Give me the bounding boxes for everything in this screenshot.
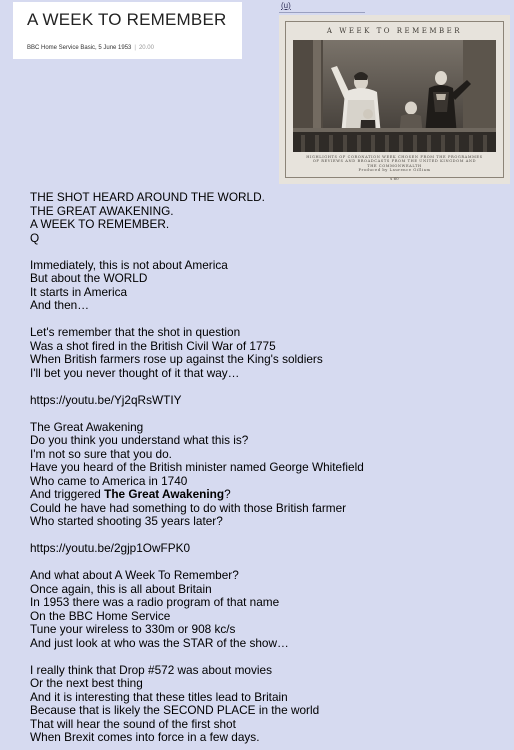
post-text: Or the next best thing [30,676,143,690]
post-bold-text: The Great Awakening [104,487,225,501]
post-line [30,299,500,313]
listing-broadcast-info: BBC Home Service Basic, 5 June 1953 [27,45,132,51]
page-number: s 60 [390,176,399,181]
post-line [30,718,500,732]
post-message [30,191,500,745]
post-text: And triggered [30,487,105,501]
file-info-link[interactable]: (u) [281,1,291,10]
post-text: Because that is likely the SECOND PLACE in the world [30,703,320,717]
post-line [30,623,500,637]
post-text: Who started shooting 35 years later? [30,514,223,528]
listing-separator: | [134,45,136,51]
post-line [30,664,500,678]
post-text: Immediately, this is not about America [30,257,228,272]
post-line[interactable] [30,394,500,408]
post-text: It starts in America [30,284,128,299]
listing-subtitle [27,45,154,51]
post-line [30,704,500,718]
post-line [30,286,500,300]
post-line [30,677,500,691]
post-line [30,205,500,219]
blank-line [30,556,500,570]
post-line [30,583,500,597]
post-text: Who came to America in 1740 [30,473,188,488]
post-line [30,475,500,489]
post-text: THE SHOT HEARD AROUND THE WORLD. [30,190,265,204]
post-line [30,232,500,246]
post-line [30,610,500,624]
post-text: When British farmers rose up against the King's soldiers [30,352,323,366]
post-text: ? [224,487,231,501]
post-line [30,502,500,516]
radio-listing-thumbnail[interactable] [13,2,242,59]
post-text: Q [30,230,40,245]
post-line [30,421,500,435]
post-text: The Great Awakening [30,419,144,434]
post-line [30,218,500,232]
post-line [30,340,500,354]
blank-line [30,313,500,327]
blank-line [30,380,500,394]
post-text: I really think that Drop #572 was about movies [30,662,272,677]
post-line [30,515,500,529]
post-link[interactable]: https://youtu.be/2gjp1OwFPK0 [30,541,191,555]
post-line[interactable] [30,542,500,556]
post-line [30,731,500,745]
post-line [30,326,500,340]
post-text: Do you think you understand what this is? [30,433,249,447]
post-text: On the BBC Home Service [30,608,171,623]
post-line [30,596,500,610]
post-line [30,272,500,286]
post-text: Was a shot fired in the British Civil War of 1775 [30,338,276,353]
magazine-page-thumbnail[interactable] [279,15,510,184]
post-text: In 1953 there was a radio program of that name [30,595,280,609]
caption-line: THE COMMONWEALTH [367,163,422,168]
blank-line [30,529,500,543]
post-text: Let's remember that the shot in question [30,325,241,339]
post-text: I'll bet you never thought of it that way… [30,365,240,380]
blank-line [30,245,500,259]
post-line [30,569,500,583]
post-text: When Brexit comes into force in a few days. [30,730,260,744]
royal-family-balcony-photo [293,40,496,152]
post-link[interactable]: https://youtu.be/Yj2qRsWTIY [30,392,182,407]
listing-title: A WEEK TO REMEMBER [27,10,227,29]
post-line [30,191,500,205]
post-text: Have you heard of the British minister named George Whitefield [30,460,364,474]
post-line [30,488,500,502]
blank-line [30,650,500,664]
post-text: And it is interesting that these titles lead to Britain [30,689,288,704]
post-line [30,461,500,475]
post-text: And what about A Week To Remember? [30,568,239,582]
post-text: And just look at who was the STAR of the show… [30,635,289,650]
post-text: Could he have had something to do with those British farmer [30,500,347,515]
post-line [30,434,500,448]
post-text: But about the WORLD [30,271,148,285]
caption-line: HIGHLIGHTS OF CORONATION WEEK CHOSEN FROM THE PROGRAMMES [306,155,483,159]
caption-credit: Produced by Laurence Gilliam [358,167,431,172]
post-text: And then… [30,298,90,312]
post-text: Once again, this is all about Britain [30,581,212,596]
post-line [30,691,500,705]
post-line [30,367,500,381]
file-info-divider [279,12,365,13]
post-line [30,259,500,273]
post-line [30,353,500,367]
blank-line [30,407,500,421]
post-text: That will hear the sound of the first shot [30,716,236,731]
caption-line: OF REVIEWS AND BROADCASTS FROM THE UNITED KINGDOM AND [312,159,477,164]
page-heading: A WEEK TO REMEMBER [326,27,463,35]
post-text: THE GREAT AWAKENING. [30,203,174,218]
post-text: Tune your wireless to 330m or 908 kc/s [30,622,236,636]
post-text: A WEEK TO REMEMBER. [30,217,170,231]
listing-time: 20.00 [138,45,154,51]
post-line [30,637,500,651]
post-text: I'm not so sure that you do. [30,446,172,461]
photo-caption [297,155,492,172]
post-line [30,448,500,462]
